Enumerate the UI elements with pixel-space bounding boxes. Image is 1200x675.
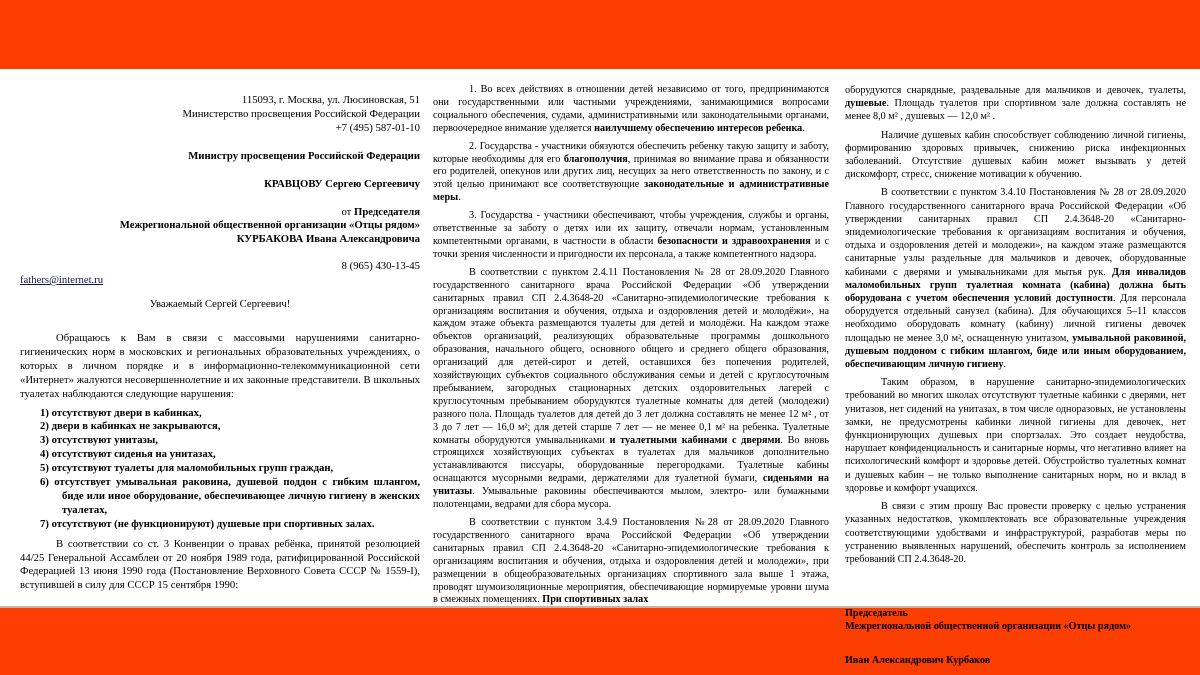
spacer (20, 164, 420, 178)
text-segment: Председателя (354, 205, 420, 218)
email-link[interactable]: fathers@internet.ru (20, 274, 104, 287)
sanpin-3-4-9-paragraph (433, 517, 829, 607)
violation-item-6: 6) отсутствует умывальная раковина, душевой поддон с гибким шлангом, биде или иное оборудование, обеспечивающее личную гигиену в женских туалетах, (40, 476, 420, 516)
text-segment: от (341, 205, 354, 218)
spacer (20, 192, 420, 206)
convention-point-1 (433, 84, 829, 136)
salutation: Уважаемый Сергей Сергеевич! (149, 298, 291, 311)
text-segment: умывальной раковиной, душевым поддоном с гибким шлангом, биде или иным оборудованием, обеспечивающим личную гигиену (845, 332, 1186, 371)
text-segment: и с точки зрения численности и пригодности их персонала, а также компетентного надзора. (433, 235, 829, 260)
text-segment: 3. Государства - участники обеспечивают, чтобы учреждения, службы и органы, ответственные за заботу о детях или их защиту, отвечали нормам, установленным компетентными органами, в частности в области (433, 210, 829, 247)
text-segment: Таким образом, в нарушение санитарно-эпидемиологических требований во многих школах отсутствуют тулетные кабинки с дверями, нет унитазов, нет сидений на унитазах, в том числе одноразовых, не установлены замки, не предусмотрены кабинки личной гигиены для девочек, нет функционирующих душевых при спортзалах. Это создает неудобства, нарушает конфиденциальность и санитарные нормы, что негативно влияет на психологический комфорт и здоровье детей. Обустройство туалетных комнат и душевых кабин – не только выполнение санитарных норм, но и вклад в здоровье и комфорт учащихся. (845, 377, 1186, 494)
ministry-phone-line: +7 (495) 587-01-10 (335, 121, 420, 134)
text-segment: сиденьями на унитазы (433, 473, 829, 498)
text-segment: Наличие душевых кабин способствует соблюдению личной гигиены, формированию здоровых привычек, снижению риска инфекционных заболеваний. Отсутствие душевых кабин может вызывать у детей дискомфорт, стресс, снижение мотивации к обучению. (845, 129, 1186, 181)
text-segment: и туалетными кабинами с дверями (609, 434, 781, 446)
convention-paragraph (20, 538, 420, 594)
spacer (20, 288, 420, 298)
convention-point-3 (433, 210, 829, 262)
text-segment: наилучшему обеспечению интересов ребенка (594, 122, 803, 134)
text-segment: душевые (845, 98, 887, 110)
spacer (20, 136, 420, 150)
sender-name: КУРБАКОВА Ивана Александровича (236, 233, 420, 246)
text-segment: благополучия (563, 153, 628, 165)
spacer (20, 312, 420, 332)
text-segment: . Для персонала оборудуется отдельный санузел (кабина). Для обучающихся 5–11 классов необходимо оборудовать комнату (кабину) личной гигиены девочек площадью не менее 3,0 м², оснащенную унитазом, (845, 293, 1186, 344)
org-name: Межрегиональной общественной организации «Отцы рядом» (119, 219, 420, 232)
spacer (845, 634, 1186, 654)
showers-benefit-paragraph (845, 129, 1186, 182)
ministry-line: Министерство просвещения Российской Федерации (182, 107, 420, 120)
spacer (20, 247, 420, 260)
violation-item-5: 5) отсутствуют туалеты для маломобильных групп граждан, (40, 462, 334, 475)
text-segment: В связи с этим прошу Вас провести проверку с целью устранения указанных недостатков, укомплектовать все образовательные учреждения соответствующими удобствами и инфраструктурой, разработав меры по устранению выявленных нарушений, обеспечить контроль за исполнением требований СП 2.4.3648-20. (845, 501, 1186, 565)
sender-phone: 8 (965) 430-13-45 (341, 260, 420, 273)
text-segment: . Площадь туалетов при спортивном зале должна составлять не менее 8,0 м² , душевых — 12,0 м² . (845, 98, 1186, 123)
text-segment: В соответствии со ст. 3 Конвенции о правах ребёнка, принятой резолюцией 44/25 Генеральной Ассамблеи от 20 ноября 1989 года, ратифицированной Российской Федерацией 13 июня 1990 года (Постановление Верховного Совета СССР № 1559-I), вступившей в силу для СССР 15 сентября 1990: (20, 537, 420, 592)
text-segment: В соответствии с пунктом 3.4.9 Постановления №28 от 28.09.2020 Главного государственного санитарного врача Российской Федерации «Об утверждении санитарных правил СП 2.4.3648-20 «Санитарно-эпидемиологические требования к организациям воспитания и обучения, отдыха и оздоровления детей и молодежи», при размещении в общеобразовательных организациях спортивного зала выше 1 этажа, проводят шумоизоляционные мероприятия, обеспечивающие нормируемые уровни шума в смежных помещениях. (433, 517, 829, 606)
signature-title: Председатель (845, 608, 908, 620)
violation-item-2: 2) двери в кабинках не закрываются, (40, 420, 221, 433)
request-paragraph (845, 500, 1186, 566)
text-segment: . (458, 192, 461, 204)
document-sheet (0, 69, 1200, 666)
letter-column-1 (20, 69, 420, 598)
text-segment: Для инвалидов маломобильных групп туалетная комната (кабина) должна быть оборудована с учетом обеспечения условий доступности (845, 266, 1186, 305)
letter-column-2 (433, 69, 829, 612)
text-segment: В соответствии с пунктом 2.4.11 Постановления № 28 от 28.09.2020 Главного государственного санитарного врача Российской Федерации «Об утверждении санитарных правил СП 2.4.3648-20 «Санитарно-эпидемиологические требования к организациям воспитания и обучения, отдыха и оздоровления детей и молодёжи», на каждом этаже объекта размещаются туалеты для детей и молодёжи. На каждом этаже объектов организаций, реализующих образовательные программы дошкольного образования, начального общего, основного общего и среднего общего образования, организаций для детей-сирот и детей, оставшихся без попечения родителей, хозяйствующих субъектов социального обслуживания семьи и детей с круглосуточным пребыванием, загородных стационарных детских оздоровительных лагерей с круглосуточным пребыванием оборудуются туалетные комнаты для детей (молодежи) разного пола. Площадь туалетов для детей до 3 лет должна составлять не менее 12 м² , от 3 до 7 лет — 16,0 м²; для детей старше 7 лет — не менее 0,1 м² на ребенка. Туалетные комнаты оборудуются умывальниками (433, 266, 829, 446)
text-segment: . (802, 122, 805, 134)
text-segment: оборудуются снарядные, раздевальные для мальчиков и девочек, туалеты, (845, 85, 1186, 96)
spacer (845, 571, 1186, 607)
text-segment: , принимая во внимание права и обязанности его родителей, опекунов или других лиц, несущих за него ответственность по закону, и с этой целью принимают все соответствующие (433, 153, 829, 191)
from-title (20, 206, 420, 220)
sender-address-line: 115093, г. Москва, ул. Люсиновская, 51 (241, 94, 420, 106)
line (20, 274, 420, 288)
signature-org: Межрегиональной общественной организации «Отцы рядом» (845, 621, 1132, 633)
violation-item-1: 1) отсутствуют двери в кабинках, (40, 406, 202, 419)
convention-point-2 (433, 141, 829, 206)
text-segment: Обращаюсь к Вам в связи с массовыми нарушениями санитарно-гигиенических норм в московских и региональных образовательных учреждениях, о которых в личном порядке и в информационно-телекоммуникационной сети «Интернет» жалуются несовершеннолетние и их законные представители. В школьных туалетах наблюдаются следующие нарушения: (20, 331, 420, 400)
text-segment: . (1003, 359, 1006, 371)
violation-item-4: 4) отсутствуют сиденья на унитазах, (40, 448, 216, 461)
sport-halls-paragraph (845, 84, 1186, 124)
violation-item-7: 7) отсутствуют (не функционируют) душевые при спортивных залах. (40, 517, 375, 530)
letter-column-3 (845, 69, 1186, 667)
text-segment: В соответствии с пунктом 3.4.10 Постановления № 28 от 28.09.2020 Главного государственного санитарного врача Российской Федерации «Об утверждении санитарных правил СП 2.4.3648-20 «Санитарно-эпидемиологические требования к организациям воспитания и обучения, отдыха и оздоровления детей и молодежи», на каждом этаже размещаются санитарные узлы раздельные для мальчиков и девочек, оборудованные кабинами с дверями и умывальниками для мытья рук. (845, 187, 1186, 278)
addressee-title: Министру просвещения Российской Федерации (188, 149, 420, 162)
text-segment: . Во вновь строящихся хозяйствующих субъектах в туалетах для мальчиков дополнительно устанавливаются писсуары, оборудованные перегородками. Туалетные кабины оснащаются мусорными ведрами, держателями для туалетной бумаги, (433, 434, 829, 485)
sanpin-3-4-10-paragraph (845, 186, 1186, 371)
violation-item-3: 3) отсутствуют унитазы, (40, 434, 158, 447)
addressee-name: КРАВЦОВУ Сергею Сергеевичу (264, 177, 420, 190)
signature-name: Иван Александрович Курбаков (845, 654, 991, 666)
text-segment: законодательные и административные меры (433, 179, 829, 204)
intro-paragraph (20, 332, 420, 402)
text-segment: При спортивных залах (542, 594, 649, 606)
text-segment: 2. Государства - участники обязуются обеспечить ребенку такую защиту и заботу, которые необходимы для его (433, 140, 829, 165)
text-segment: безопасности и здравоохранения (657, 235, 811, 247)
text-segment: . Умывальные раковины обеспечиваются мылом, электро- или бумажными полотенцами, ведрами для сбора мусора. (433, 486, 829, 511)
text-segment: 1. Во всех действиях в отношении детей независимо от того, предпринимаются они государственными или частными учреждениями, занимающимися вопросами социального обеспечения, судами, административными или законодательными органами, первоочередное внимание уделяется (433, 84, 829, 134)
conclusion-paragraph (845, 376, 1186, 495)
sanpin-2-4-11-paragraph (433, 267, 829, 512)
